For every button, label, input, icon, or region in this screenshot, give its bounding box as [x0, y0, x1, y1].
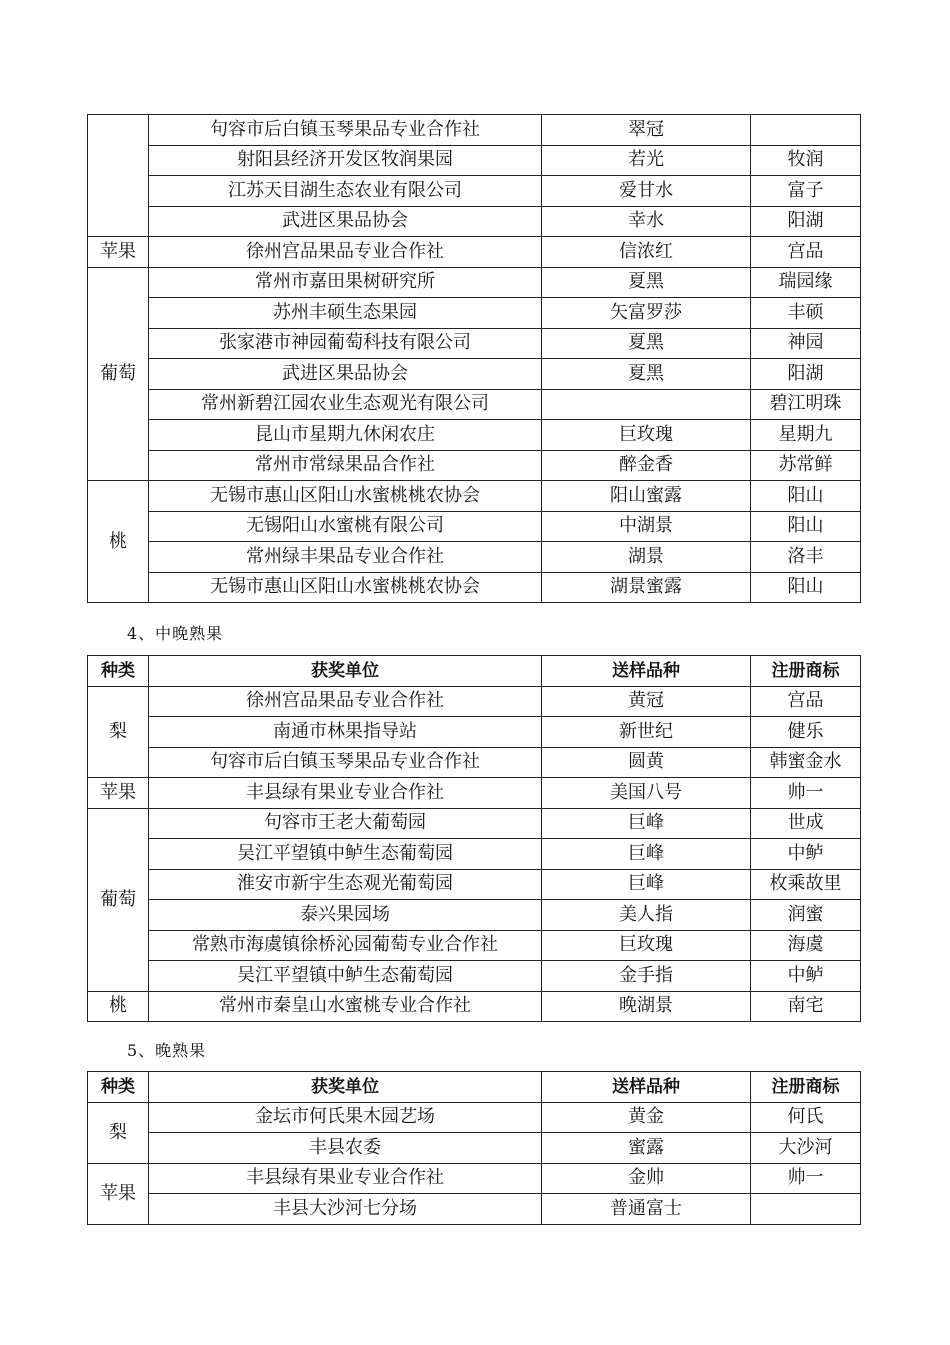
variety-cell: 蜜露 [542, 1133, 751, 1164]
table-row [88, 115, 861, 146]
table-row [88, 1102, 861, 1133]
unit-cell: 无锡阳山水蜜桃有限公司 [149, 511, 542, 542]
variety-cell: 美人指 [542, 900, 751, 931]
brand-cell: 宫品 [751, 686, 861, 717]
table-row [88, 808, 861, 839]
table-row [88, 839, 861, 870]
variety-cell: 矢富罗莎 [542, 298, 751, 329]
brand-cell: 帅一 [751, 778, 861, 809]
brand-cell: 世成 [751, 808, 861, 839]
unit-cell: 张家港市神园葡萄科技有限公司 [149, 328, 542, 359]
brand-cell: 枚乘故里 [751, 869, 861, 900]
variety-cell: 普通富士 [542, 1194, 751, 1225]
table-row [88, 145, 861, 176]
variety-cell: 爱甘水 [542, 176, 751, 207]
unit-cell: 常熟市海虞镇徐桥沁园葡萄专业合作社 [149, 930, 542, 961]
variety-cell: 金手指 [542, 961, 751, 992]
table-row [88, 1163, 861, 1194]
variety-cell: 翠冠 [542, 115, 751, 146]
category-cell: 苹果 [88, 778, 149, 809]
variety-cell: 巨玫瑰 [542, 930, 751, 961]
variety-cell: 夏黑 [542, 267, 751, 298]
table-row [88, 930, 861, 961]
header-row [88, 1072, 861, 1103]
unit-cell: 丰县绿有果业专业合作社 [149, 778, 542, 809]
category-cell: 梨 [88, 686, 149, 778]
unit-cell: 苏州丰硕生态果园 [149, 298, 542, 329]
unit-cell: 江苏天目湖生态农业有限公司 [149, 176, 542, 207]
table-row [88, 450, 861, 481]
section-title-late: 5、晚熟果 [127, 1041, 207, 1060]
table-row [88, 176, 861, 207]
award-table-late [87, 1071, 861, 1225]
variety-cell: 信浓红 [542, 237, 751, 268]
section-title-mid-late: 4、中晚熟果 [127, 624, 224, 643]
table-row [88, 717, 861, 748]
brand-cell: 神园 [751, 328, 861, 359]
unit-cell: 句容市王老大葡萄园 [149, 808, 542, 839]
unit-cell: 昆山市星期九休闲农庄 [149, 420, 542, 451]
variety-cell: 巨玫瑰 [542, 420, 751, 451]
table-row [88, 991, 861, 1022]
variety-cell: 黄金 [542, 1102, 751, 1133]
header-brand: 注册商标 [751, 656, 861, 687]
category-cell: 苹果 [88, 1163, 149, 1224]
category-cell: 桃 [88, 991, 149, 1022]
table-row [88, 572, 861, 603]
unit-cell: 常州新碧江园农业生态观光有限公司 [149, 389, 542, 420]
brand-cell: 牧润 [751, 145, 861, 176]
table-row [88, 481, 861, 512]
category-cell: 葡萄 [88, 267, 149, 481]
brand-cell: 苏常鲜 [751, 450, 861, 481]
brand-cell: 海虞 [751, 930, 861, 961]
variety-cell: 黄冠 [542, 686, 751, 717]
brand-cell: 富子 [751, 176, 861, 207]
unit-cell: 金坛市何氏果木园艺场 [149, 1102, 542, 1133]
header-category: 种类 [88, 656, 149, 687]
header-brand: 注册商标 [751, 1072, 861, 1103]
table-row [88, 328, 861, 359]
variety-cell: 湖景 [542, 542, 751, 573]
table-row [88, 298, 861, 329]
category-cell: 梨 [88, 1102, 149, 1163]
category-cell: 桃 [88, 481, 149, 603]
brand-cell: 星期九 [751, 420, 861, 451]
table-row [88, 420, 861, 451]
brand-cell: 阳湖 [751, 359, 861, 390]
unit-cell: 常州绿丰果品专业合作社 [149, 542, 542, 573]
variety-cell: 圆黄 [542, 747, 751, 778]
variety-cell: 巨峰 [542, 808, 751, 839]
variety-cell: 夏黑 [542, 328, 751, 359]
table-row [88, 359, 861, 390]
table-row [88, 542, 861, 573]
variety-cell: 幸水 [542, 206, 751, 237]
brand-cell: 洛丰 [751, 542, 861, 573]
unit-cell: 吴江平望镇中鲈生态葡萄园 [149, 839, 542, 870]
unit-cell: 徐州宫品果品专业合作社 [149, 237, 542, 268]
unit-cell: 淮安市新宇生态观光葡萄园 [149, 869, 542, 900]
table-row [88, 869, 861, 900]
brand-cell: 阳山 [751, 572, 861, 603]
brand-cell: 韩蜜金水 [751, 747, 861, 778]
unit-cell: 无锡市惠山区阳山水蜜桃桃农协会 [149, 481, 542, 512]
table-row [88, 511, 861, 542]
award-table-mid-late [87, 655, 861, 1022]
brand-cell: 阳山 [751, 511, 861, 542]
brand-cell: 南宅 [751, 991, 861, 1022]
unit-cell: 武进区果品协会 [149, 359, 542, 390]
brand-cell: 中鲈 [751, 839, 861, 870]
unit-cell: 南通市林果指导站 [149, 717, 542, 748]
table-row [88, 237, 861, 268]
table-row [88, 900, 861, 931]
brand-cell: 丰硕 [751, 298, 861, 329]
unit-cell: 射阳县经济开发区牧润果园 [149, 145, 542, 176]
unit-cell: 泰兴果园场 [149, 900, 542, 931]
table-row [88, 206, 861, 237]
variety-cell: 新世纪 [542, 717, 751, 748]
variety-cell: 美国八号 [542, 778, 751, 809]
table-row [88, 1194, 861, 1225]
header-category: 种类 [88, 1072, 149, 1103]
header-variety: 送样品种 [542, 1072, 751, 1103]
table-row [88, 778, 861, 809]
header-row [88, 656, 861, 687]
unit-cell: 句容市后白镇玉琴果品专业合作社 [149, 115, 542, 146]
variety-cell [542, 389, 751, 420]
brand-cell: 何氏 [751, 1102, 861, 1133]
brand-cell: 瑞园缘 [751, 267, 861, 298]
unit-cell: 丰县绿有果业专业合作社 [149, 1163, 542, 1194]
unit-cell: 武进区果品协会 [149, 206, 542, 237]
header-variety: 送样品种 [542, 656, 751, 687]
brand-cell: 润蜜 [751, 900, 861, 931]
unit-cell: 徐州宫品果品专业合作社 [149, 686, 542, 717]
table-row [88, 1133, 861, 1164]
variety-cell: 巨峰 [542, 869, 751, 900]
table-row [88, 686, 861, 717]
header-unit: 获奖单位 [149, 656, 542, 687]
brand-cell: 大沙河 [751, 1133, 861, 1164]
brand-cell [751, 1194, 861, 1225]
variety-cell: 阳山蜜露 [542, 481, 751, 512]
unit-cell: 句容市后白镇玉琴果品专业合作社 [149, 747, 542, 778]
variety-cell: 若光 [542, 145, 751, 176]
brand-cell: 健乐 [751, 717, 861, 748]
variety-cell: 金帅 [542, 1163, 751, 1194]
award-table-early [87, 114, 861, 603]
table-row [88, 961, 861, 992]
brand-cell [751, 115, 861, 146]
table-row [88, 747, 861, 778]
brand-cell: 阳山 [751, 481, 861, 512]
variety-cell: 醉金香 [542, 450, 751, 481]
category-cell: 葡萄 [88, 808, 149, 991]
brand-cell: 阳湖 [751, 206, 861, 237]
header-unit: 获奖单位 [149, 1072, 542, 1103]
brand-cell: 帅一 [751, 1163, 861, 1194]
variety-cell: 巨峰 [542, 839, 751, 870]
brand-cell: 中鲈 [751, 961, 861, 992]
category-cell [88, 115, 149, 237]
variety-cell: 晚湖景 [542, 991, 751, 1022]
brand-cell: 宫品 [751, 237, 861, 268]
variety-cell: 夏黑 [542, 359, 751, 390]
unit-cell: 无锡市惠山区阳山水蜜桃桃农协会 [149, 572, 542, 603]
variety-cell: 中湖景 [542, 511, 751, 542]
unit-cell: 吴江平望镇中鲈生态葡萄园 [149, 961, 542, 992]
table-row [88, 267, 861, 298]
unit-cell: 丰县大沙河七分场 [149, 1194, 542, 1225]
unit-cell: 常州市嘉田果树研究所 [149, 267, 542, 298]
category-cell: 苹果 [88, 237, 149, 268]
table-row [88, 389, 861, 420]
variety-cell: 湖景蜜露 [542, 572, 751, 603]
brand-cell: 碧江明珠 [751, 389, 861, 420]
unit-cell: 常州市秦皇山水蜜桃专业合作社 [149, 991, 542, 1022]
unit-cell: 丰县农委 [149, 1133, 542, 1164]
unit-cell: 常州市常绿果品合作社 [149, 450, 542, 481]
